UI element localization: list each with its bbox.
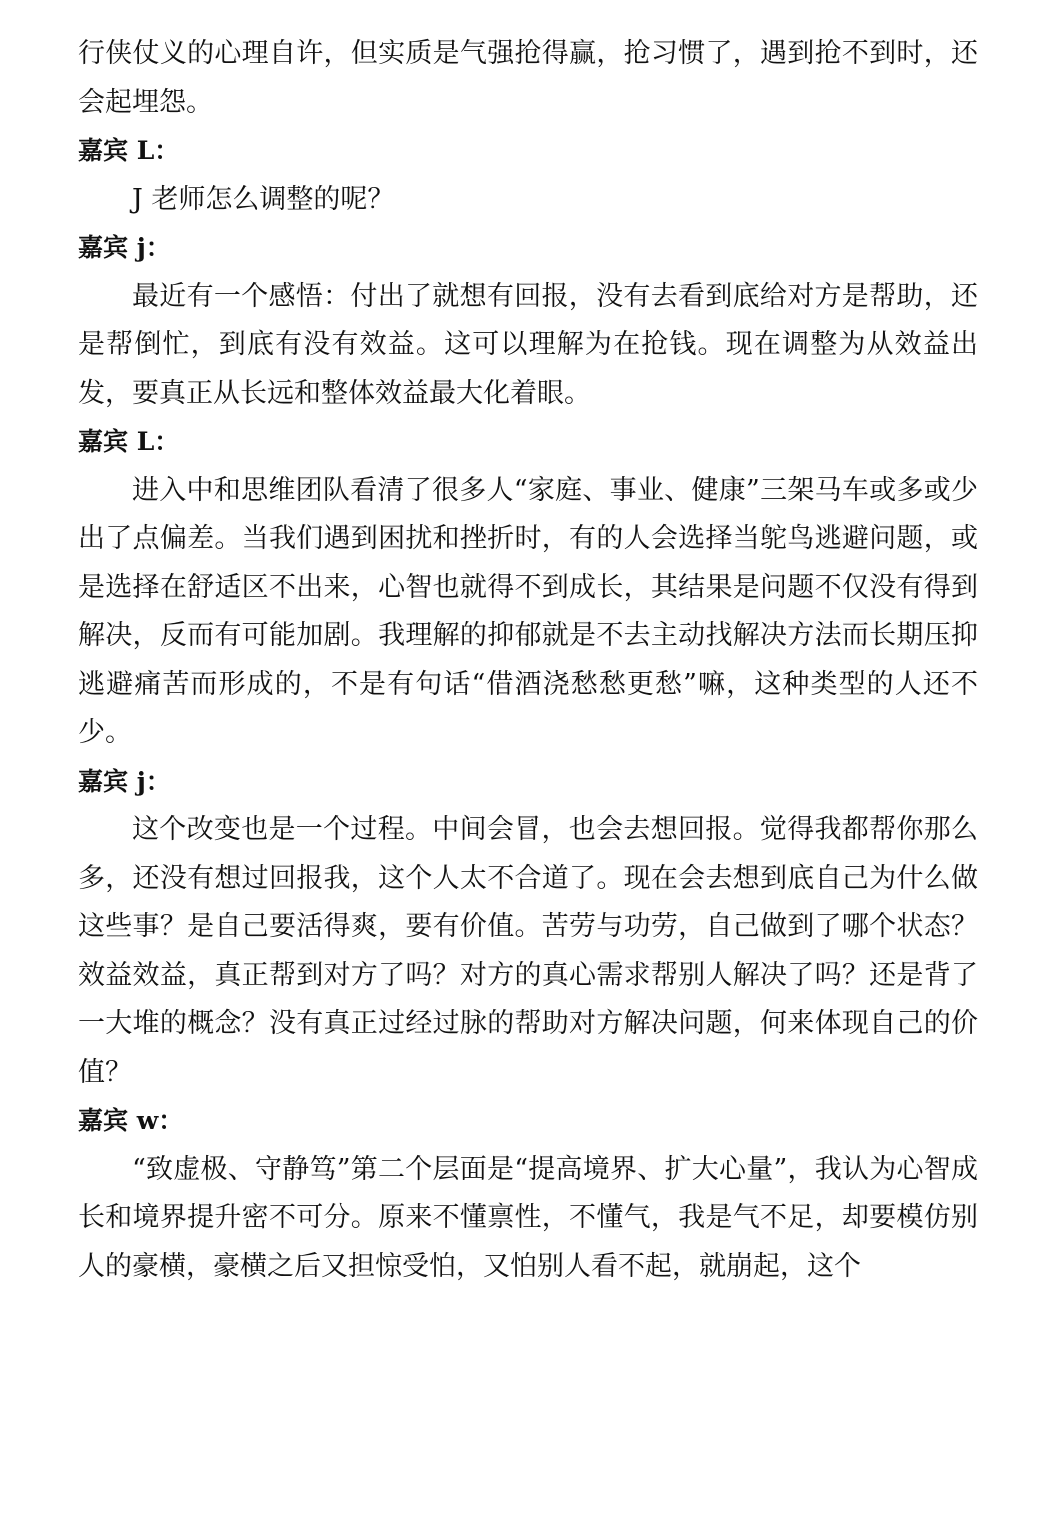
document-body: [78, 30, 978, 1291]
paragraph: 最近有一个感悟：付出了就想有回报，没有去看到底给对方是帮助，还是帮倒忙，到底有没有效益。这可以理解为在抢钱。现在调整为从效益出发，要真正从长远和整体效益最大化着眼。: [78, 280, 978, 409]
paragraph: 进入中和思维团队看清了很多人“家庭、事业、健康”三架马车或多或少出了点偏差。当我们遇到困扰和挫折时，有的人会选择当鸵鸟逃避问题，或是选择在舒适区不出来，心智也就得不到成长，其结果是问题不仅没有得到解决，反而有可能加剧。我理解的抑郁就是不去主动找解决方法而长期压抑逃避痛苦而形成的，不是有句话“借酒浇愁愁更愁”嘛，这种类型的人还不少。: [78, 474, 978, 748]
paragraph-continuation: 行侠仗义的心理自许，但实质是气强抢得赢，抢习惯了，遇到抢不到时，还会起埋怨。: [78, 38, 978, 118]
speaker-label: 嘉宾 w：: [78, 1106, 184, 1135]
speaker-label: 嘉宾 j：: [78, 233, 171, 262]
speaker-label: 嘉宾 L：: [78, 427, 180, 456]
speaker-label: 嘉宾 j：: [78, 766, 171, 796]
paragraph: “致虚极、守静笃”第二个层面是“提高境界、扩大心量”，我认为心智成长和境界提升密不可分。原来不懂禀性，不懂气，我是气不足，却要模仿别人的豪横，豪横之后又担惊受怕，又怕别人看不起，就崩起，这个: [78, 1153, 978, 1282]
speaker-label: 嘉宾 L：: [78, 136, 180, 165]
paragraph: 这个改变也是一个过程。中间会冒，也会去想回报。觉得我都帮你那么多，还没有想过回报我，这个人太不合道了。现在会去想到底自己为什么做这些事？是自己要活得爽，要有价值。苦劳与功劳，自己做到了哪个状态？效益效益，真正帮到对方了吗？对方的真心需求帮别人解决了吗？还是背了一大堆的概念？没有真正过经过脉的帮助对方解决问题，何来体现自己的价值？: [78, 814, 978, 1088]
paragraph: J 老师怎么调整的呢？: [132, 183, 395, 215]
